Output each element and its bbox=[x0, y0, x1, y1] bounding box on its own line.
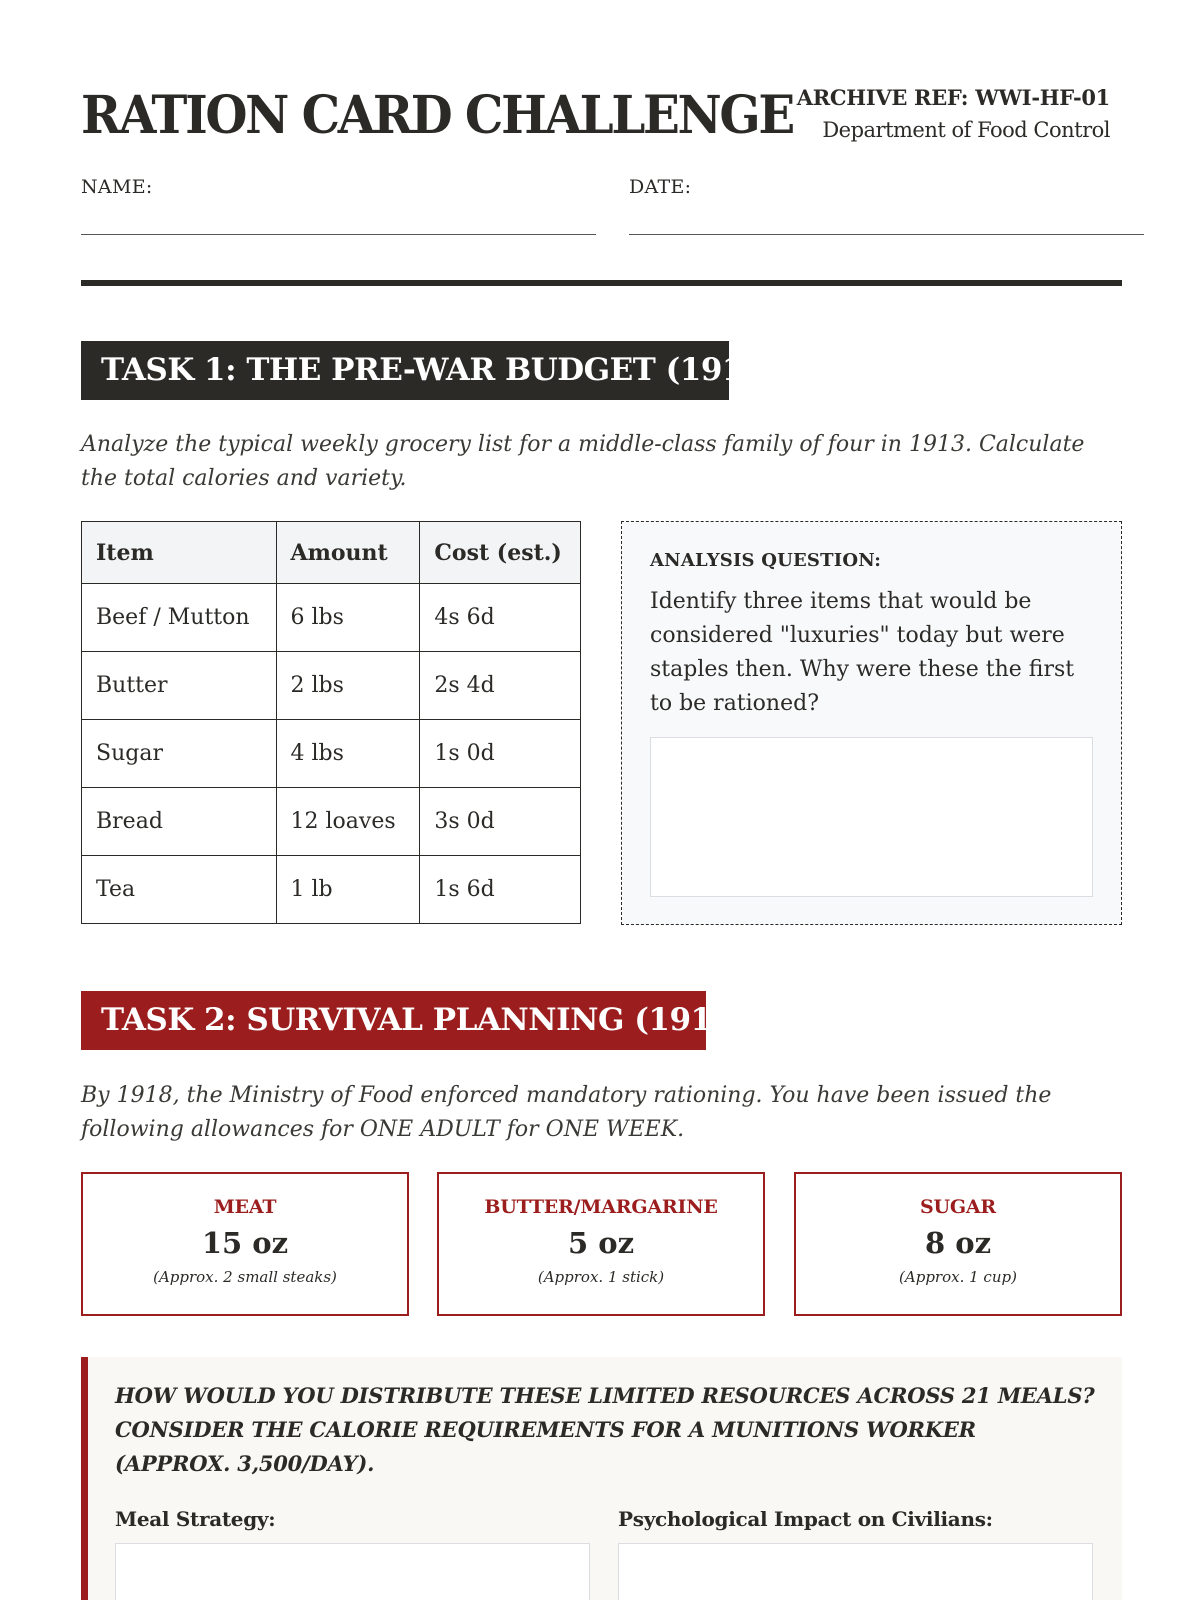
cell-item: Tea bbox=[82, 856, 277, 924]
cell-cost: 3s 0d bbox=[420, 788, 581, 856]
cell-cost: 1s 6d bbox=[420, 856, 581, 924]
cell-item: Sugar bbox=[82, 720, 277, 788]
analysis-question-text: Identify three items that would be considered "luxuries" today but were staples then. Why were these the first to be rationed? bbox=[650, 589, 1075, 716]
meal-strategy-field[interactable] bbox=[115, 1543, 590, 1600]
cell-amount: 4 lbs bbox=[276, 720, 420, 788]
date-field-line[interactable] bbox=[629, 234, 1144, 235]
task2-heading: TASK 2: SURVIVAL PLANNING (1918) bbox=[81, 991, 706, 1050]
allowance-note: (Approx. 1 stick) bbox=[537, 1268, 665, 1286]
table-row bbox=[82, 856, 581, 924]
archive-block bbox=[797, 82, 1110, 146]
allowance-card-meat bbox=[81, 1172, 409, 1316]
cell-cost: 2s 4d bbox=[420, 652, 581, 720]
distribution-prompt-box bbox=[81, 1357, 1122, 1600]
date-label: DATE: bbox=[629, 176, 692, 198]
task1-intro: Analyze the typical weekly grocery list for a middle-class family of four in 1913. Calculate the total calories and variety. bbox=[81, 432, 1085, 491]
table-header-row bbox=[82, 522, 581, 584]
column-header-amount: Amount bbox=[276, 522, 420, 584]
task2-intro: By 1918, the Ministry of Food enforced mandatory rationing. You have been issued the following allowances for ONE ADULT for ONE WEEK. bbox=[81, 1083, 1052, 1142]
cell-cost: 1s 0d bbox=[420, 720, 581, 788]
cell-item: Beef / Mutton bbox=[82, 584, 277, 652]
table-row bbox=[82, 584, 581, 652]
allowance-card-sugar bbox=[794, 1172, 1122, 1316]
cell-cost: 4s 6d bbox=[420, 584, 581, 652]
name-field-line[interactable] bbox=[81, 234, 596, 235]
allowance-value: 15 oz bbox=[201, 1226, 289, 1260]
allowance-value: 8 oz bbox=[924, 1226, 992, 1260]
department-name: Department of Food Control bbox=[822, 118, 1110, 142]
table-row bbox=[82, 788, 581, 856]
header-divider bbox=[81, 280, 1122, 286]
grocery-table bbox=[81, 521, 581, 924]
cell-amount: 2 lbs bbox=[276, 652, 420, 720]
column-header-cost: Cost (est.) bbox=[420, 522, 581, 584]
meal-strategy-label: Meal Strategy: bbox=[115, 1507, 276, 1531]
analysis-question-box bbox=[621, 521, 1122, 925]
page-title: RATION CARD CHALLENGE bbox=[81, 85, 793, 146]
table-row bbox=[82, 652, 581, 720]
cell-amount: 6 lbs bbox=[276, 584, 420, 652]
allowance-label: BUTTER/MARGARINE bbox=[484, 1196, 718, 1218]
archive-ref: ARCHIVE REF: WWI-HF-01 bbox=[796, 85, 1110, 110]
allowance-note: (Approx. 1 cup) bbox=[899, 1268, 1017, 1286]
allowance-card-butter bbox=[437, 1172, 765, 1316]
allowance-note: (Approx. 2 small steaks) bbox=[153, 1268, 337, 1286]
analysis-answer-field[interactable] bbox=[650, 737, 1093, 897]
cell-amount: 12 loaves bbox=[276, 788, 420, 856]
analysis-question-label: ANALYSIS QUESTION: bbox=[650, 550, 882, 571]
column-header-item: Item bbox=[82, 522, 277, 584]
allowance-value: 5 oz bbox=[567, 1226, 635, 1260]
cell-item: Butter bbox=[82, 652, 277, 720]
task1-heading: TASK 1: THE PRE-WAR BUDGET (1913) bbox=[81, 341, 729, 400]
psych-impact-label: Psychological Impact on Civilians: bbox=[618, 1507, 993, 1531]
cell-item: Bread bbox=[82, 788, 277, 856]
cell-amount: 1 lb bbox=[276, 856, 420, 924]
psych-impact-field[interactable] bbox=[618, 1543, 1093, 1600]
allowance-label: MEAT bbox=[213, 1196, 277, 1218]
name-label: NAME: bbox=[81, 176, 153, 198]
table-row bbox=[82, 720, 581, 788]
distribution-prompt-text: HOW WOULD YOU DISTRIBUTE THESE LIMITED RESOURCES ACROSS 21 MEALS? CONSIDER THE CALORIE REQUIREMENTS FOR A MUNITIONS WORKER (APPROX. 3,500/DAY). bbox=[115, 1383, 1095, 1476]
allowance-label: SUGAR bbox=[919, 1196, 997, 1218]
